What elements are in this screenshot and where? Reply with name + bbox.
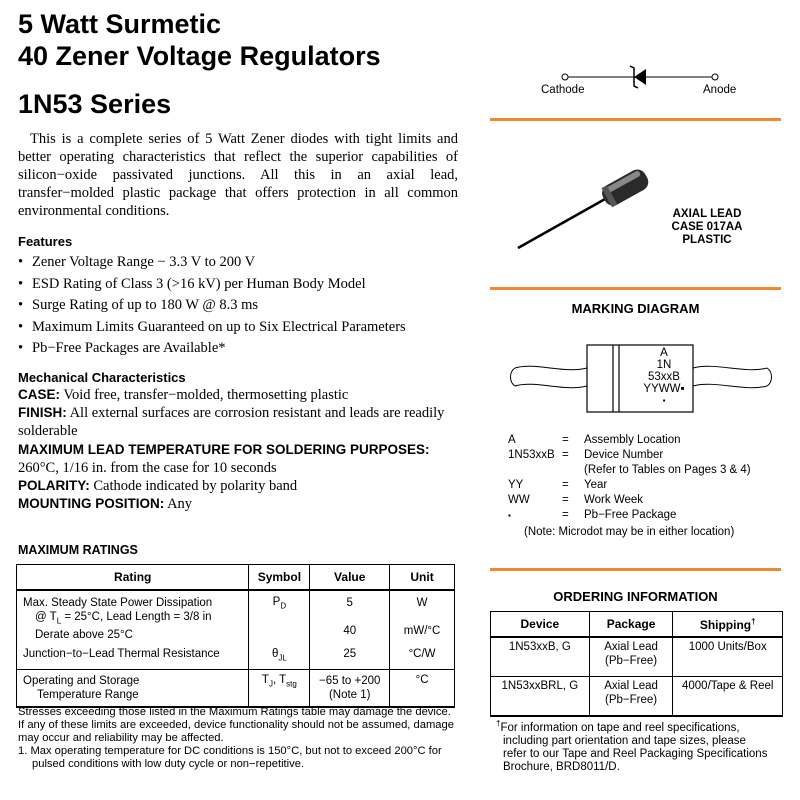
device-cell: 1N53xxB, G [491,637,590,677]
shipping-cell: 1000 Units/Box [673,637,783,677]
legend-row: 1N53xxB = Device Number [508,449,664,461]
unit-cell: W mW/°C [390,590,455,642]
rating-cell: Operating and Storage Temperature Range [17,669,249,707]
table-row [17,590,455,642]
table-row [491,677,783,717]
rating-cell: Max. Steady State Power Dissipation @ $T_L = 25^\circ C$, Lead Length = 3/8 in Derate above 25°C [17,590,249,642]
table-row [17,669,455,707]
document-title [18,8,381,72]
ordering-header-row [491,612,783,638]
stress-note: Stresses exceeding those listed in the Maximum Ratings table may damage the device. If any of these limits are exceeded, device functionality should not be assumed, damage may occur and reliability may be affected. [18,706,454,744]
section-divider [490,287,781,290]
footnote-1: 1. Max operating temperature for DC conditions is 150°C, but not to exceed 200°C for pulsed conditions with low duty cycle or non−repetitive. [18,745,442,770]
value-cell: 5 40 [310,590,390,642]
col-value: Value [310,565,390,591]
series-title: 1N53 Series [18,89,172,119]
package-cell: Axial Lead (Pb−Free) [589,637,673,677]
col-rating: Rating [17,565,249,591]
device-cell: 1N53xxBRL, G [491,677,590,717]
unit-cell: °C/W [390,642,455,669]
axial-lead-package-image [510,165,650,255]
col-package: Package [589,612,673,638]
marking-legend [508,433,751,540]
title-line-1: 5 Watt Surmetic [18,9,222,39]
col-device: Device [491,612,590,638]
value-cell: −65 to +200 (Note 1) [310,669,390,707]
symbol-cell: $P_D$ [249,590,310,642]
anode-label: Anode [703,84,737,96]
package-label: AXIAL LEAD CASE 017AA PLASTIC [671,208,743,246]
feature-item: • ESD Rating of Class 3 (>16 kV) per Human Body Model [18,275,366,292]
package-cell: Axial Lead (Pb−Free) [589,677,673,717]
marking-diagram-heading: MARKING DIAGRAM [571,301,700,316]
table-row [17,642,455,669]
ordering-table [490,611,783,717]
legend-row: (Refer to Tables on Pages 3 & 4) [584,464,751,476]
title-line-2: 40 Zener Voltage Regulators [18,41,381,71]
legend-row: YY = Year [508,479,608,491]
unit-cell: °C [390,669,455,707]
table-row [491,637,783,677]
ordering-heading: ORDERING INFORMATION [553,589,718,604]
legend-row: A = Assembly Location [508,434,681,446]
mech-case: CASE: Void free, transfer−molded, thermosetting plastic [18,387,349,403]
rating-cell: Junction−to−Lead Thermal Resistance [17,642,249,669]
intro-paragraph: This is a complete series of 5 Watt Zener diodes with tight limits and better operating characteristics that reflect the superior capabilities of silicon−oxide passivated junctions. All this in an axial lead, transfer−molded plastic package that offers protection in all common environmental conditions. [18,131,458,219]
symbol-cell: $T_J$, $T_{stg}$ [249,669,310,707]
col-symbol: Symbol [249,565,310,591]
mech-finish: FINISH: All external surfaces are corrosion resistant and leads are readily solderable [18,405,445,439]
shipping-cell: 4000/Tape & Reel [673,677,783,717]
marking-text: A 1N 53xxB YYWW▪ ▪ [643,347,685,405]
features-list [18,252,406,360]
microdot-note: (Note: Microdot may be in either location) [524,526,735,538]
features-heading: Features [18,234,73,249]
ratings-notes [18,706,458,771]
mech-mounting: MOUNTING POSITION: Any [18,496,193,512]
ratings-title: MAXIMUM RATINGS [18,543,138,557]
cathode-label: Cathode [541,84,585,96]
symbol-cell: $\theta_{JL}$ [249,642,310,669]
col-unit: Unit [390,565,455,591]
maximum-ratings-table [16,564,455,708]
mech-polarity: POLARITY: Cathode indicated by polarity band [18,478,298,494]
section-divider [490,118,781,121]
feature-item: • Maximum Limits Guaranteed on up to Six Electrical Parameters [18,318,406,335]
section-divider [490,568,781,571]
mechanical-heading: Mechanical Characteristics [18,370,186,385]
col-shipping: Shipping† [673,612,783,638]
value-cell: 25 [310,642,390,669]
legend-row: ▪ = Pb−Free Package [508,509,677,521]
feature-item: • Pb−Free Packages are Available* [18,340,226,356]
shipping-footnote: †For information on tape and reel specifications, including part orientation and tape sizes, please refer to our Tape and Reel Packaging Specifications Brochure, BRD8011/D. [496,719,768,773]
feature-item: • Zener Voltage Range − 3.3 V to 200 V [18,254,256,270]
feature-item: • Surge Rating of up to 180 W @ 8.3 ms [18,297,259,313]
ratings-header-row [17,565,455,591]
mech-max-lead-temp: MAXIMUM LEAD TEMPERATURE FOR SOLDERING PURPOSES: 260°C, 1/16 in. from the case for 10 seconds [18,442,430,476]
legend-row: WW = Work Week [508,494,644,506]
